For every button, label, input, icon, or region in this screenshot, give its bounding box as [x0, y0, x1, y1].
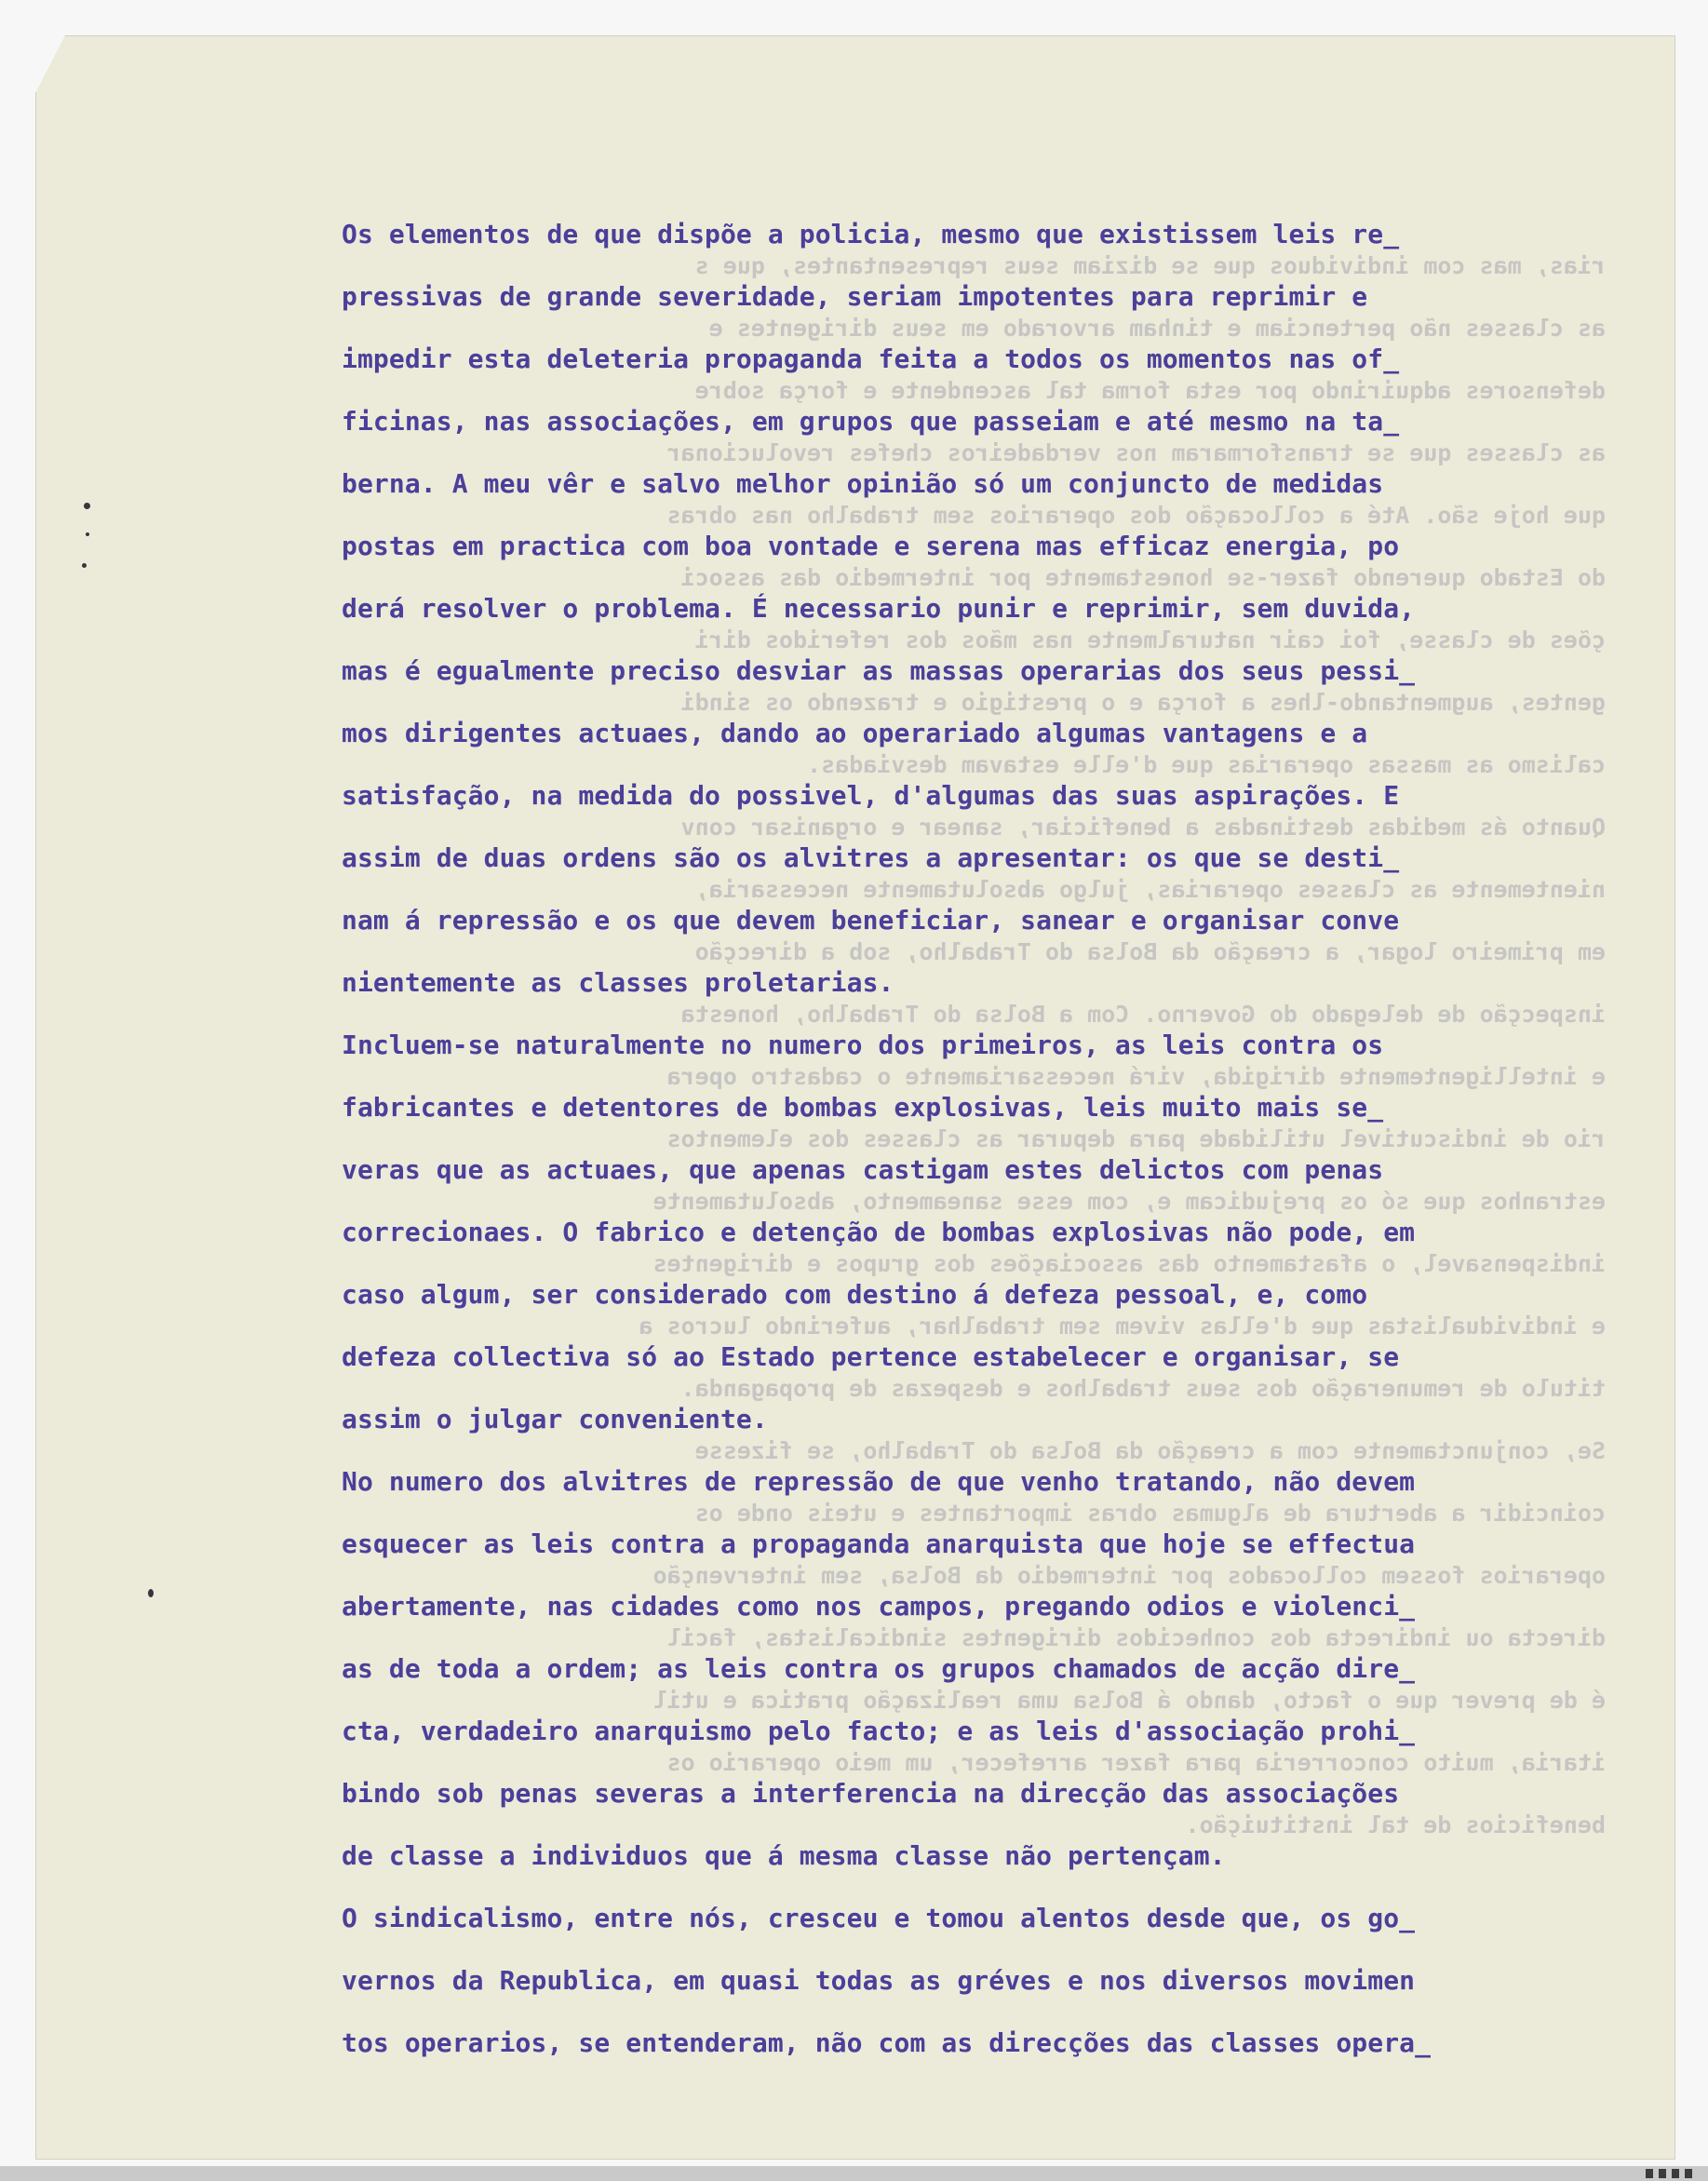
- text-line: berna. A meu vêr e salvo melhor opinião só um conjuncto de medidas: [342, 468, 1384, 499]
- text-line: No numero dos alvitres de repressão de que venho tratando, não devem: [342, 1466, 1416, 1497]
- text-line: nam á repressão e os que devem beneficiar, sanear e organisar conve: [342, 905, 1400, 936]
- margin-mark: [84, 503, 90, 509]
- text-line: assim de duas ordens são os alvitres a apresentar: os que se desti_: [342, 842, 1400, 873]
- bleed-line: nientemente as classes operarias, julgo absolutamente necessaria,: [694, 876, 1606, 903]
- text-line: tos operarios, se entenderam, não com as direcções das classes opera_: [342, 2027, 1432, 2058]
- typed-text-block: [342, 203, 1626, 2074]
- text-line: ficinas, nas associações, em grupos que passeiam e até mesmo na ta_: [342, 406, 1400, 437]
- bleed-line: rias, mas com individuos que se diziam seus representantes, que s: [694, 252, 1606, 279]
- bleed-line: gentes, augmentando-lhes a força e o prestigio e trazendo os sindi: [680, 689, 1606, 716]
- scan-footer-bar: [0, 2166, 1708, 2181]
- bleed-line: Quanto ás medidas destinadas a beneficiar, sanear e organisar conv: [680, 814, 1606, 841]
- bleed-line: beneficios de tal instituição.: [1185, 1811, 1606, 1838]
- bleed-line: e intelligentemente dirigida, virá necessariamente o cadastro opera: [666, 1063, 1606, 1090]
- text-line: satisfação, na medida do possivel, d'algumas das suas aspirações. E: [342, 780, 1400, 811]
- bleed-line: titulo de remuneração dos seus trabalhos e despezas de propaganda.: [680, 1375, 1606, 1402]
- bleed-line: calismo as massas operarias que d'elle estavam desviadas.: [807, 751, 1606, 778]
- bleed-line: indispensavel, o afastamento das associações dos grupos e dirigentes: [652, 1250, 1606, 1277]
- bleed-line: as classes não pertenciam e tinham arvorado em seus dirigentes e: [708, 315, 1606, 342]
- bleed-line: do Estado querendo fazer-se honestamente por intermedio das associ: [680, 564, 1606, 591]
- text-line: nientemente as classes proletarias.: [342, 967, 894, 998]
- bleed-line: é de prever que o facto, dando á Bolsa uma realização pratica e util: [652, 1687, 1606, 1714]
- text-line: fabricantes e detentores de bombas explosivas, leis muito mais se_: [342, 1092, 1384, 1123]
- text-line: Os elementos de que dispõe a policia, mesmo que existissem leis re_: [342, 219, 1400, 249]
- margin-mark: [86, 532, 89, 536]
- text-line: abertamente, nas cidades como nos campos, pregando odios e violenci_: [342, 1591, 1416, 1622]
- bleed-line: Se, conjunctamente com a creação da Bolsa do Trabalho, se fizesse: [694, 1437, 1606, 1464]
- text-line: mos dirigentes actuaes, dando ao operariado algumas vantagens e a: [342, 718, 1368, 748]
- text-line: veras que as actuaes, que apenas castigam estes delictos com penas: [342, 1154, 1384, 1185]
- text-line: impedir esta deleteria propaganda feita a todos os momentos nas of_: [342, 343, 1400, 374]
- text-line: pressivas de grande severidade, seriam impotentes para reprimir e: [342, 281, 1368, 312]
- bleed-line: as classes que se transformaram nos verdadeiros chefes revolucionar: [666, 439, 1606, 466]
- text-line: Incluem-se naturalmente no numero dos primeiros, as leis contra os: [342, 1030, 1384, 1060]
- text-line: de classe a individuos que á mesma classe não pertençam.: [342, 1840, 1226, 1871]
- text-line: mas é egualmente preciso desviar as massas operarias dos seus pessi_: [342, 655, 1416, 686]
- text-line: vernos da Republica, em quasi todas as gréves e nos diversos movimen: [342, 1965, 1416, 1996]
- text-line: derá resolver o problema. É necessario punir e reprimir, sem duvida,: [342, 593, 1416, 624]
- text-line: correcionaes. O fabrico e detenção de bombas explosivas não pode, em: [342, 1217, 1416, 1247]
- text-line: assim o julgar conveniente.: [342, 1404, 768, 1434]
- bleed-line: em primeiro logar, a creação da Bolsa do Trabalho, sob a direcção: [694, 938, 1606, 965]
- bleed-line: directa ou indirecta dos conhecidos dirigentes sindicalistas, facil: [666, 1624, 1606, 1651]
- bleed-line: inspecção de delegado do Governo. Com a Bolsa do Trabalho, honesta: [680, 1001, 1606, 1028]
- scan-marker: [1646, 2169, 1653, 2178]
- bleed-line: coincidir a abertura de algumas obras importantes e uteis onde os: [694, 1500, 1606, 1527]
- bleed-line: itaria, muito concorreria para fazer arrefecer, um meio operario os: [666, 1749, 1606, 1776]
- scan-marker: [1685, 2169, 1692, 2178]
- scan-marker: [1672, 2169, 1679, 2178]
- text-line: cta, verdadeiro anarquismo pelo facto; e as leis d'associação prohi_: [342, 1716, 1416, 1746]
- text-line: caso algum, ser considerado com destino á defeza pessoal, e, como: [342, 1279, 1368, 1310]
- text-line: bindo sob penas severas a interferencia na direcção das associações: [342, 1778, 1400, 1809]
- scan-marker: [1659, 2169, 1666, 2178]
- bleed-line: ções de classe, foi cair naturalmente nas mãos dos referidos diri: [694, 626, 1606, 653]
- bleed-line: estranhos que só os prejudicam e, com esse saneamento, absolutamente: [652, 1188, 1606, 1215]
- bleed-line: operarios fossem collocados por intermedio da Bolsa, sem intervenção: [652, 1562, 1606, 1589]
- margin-mark: [148, 1589, 154, 1597]
- text-line: as de toda a ordem; as leis contra os grupos chamados de acção dire_: [342, 1653, 1416, 1684]
- margin-mark: [82, 563, 87, 568]
- text-line: O sindicalismo, entre nós, cresceu e tomou alentos desde que, os go_: [342, 1903, 1416, 1933]
- bleed-line: que hoje são. Até a collocação dos operarios sem trabalho nas obras: [666, 502, 1606, 529]
- bleed-line: e individualistas que d'ellas vivem sem trabalhar, auferindo lucros a: [639, 1313, 1606, 1340]
- text-line: defeza collectiva só ao Estado pertence estabelecer e organisar, se: [342, 1341, 1400, 1372]
- bleed-line: rio de indiscutivel utilidade para depurar as classes dos elementos: [666, 1125, 1606, 1152]
- bleed-line: defensores adquirindo por esta forma tal ascendente e força sobre: [694, 377, 1606, 404]
- text-line: postas em practica com boa vontade e serena mas efficaz energia, po: [342, 531, 1400, 561]
- text-line: esquecer as leis contra a propaganda anarquista que hoje se effectua: [342, 1528, 1416, 1559]
